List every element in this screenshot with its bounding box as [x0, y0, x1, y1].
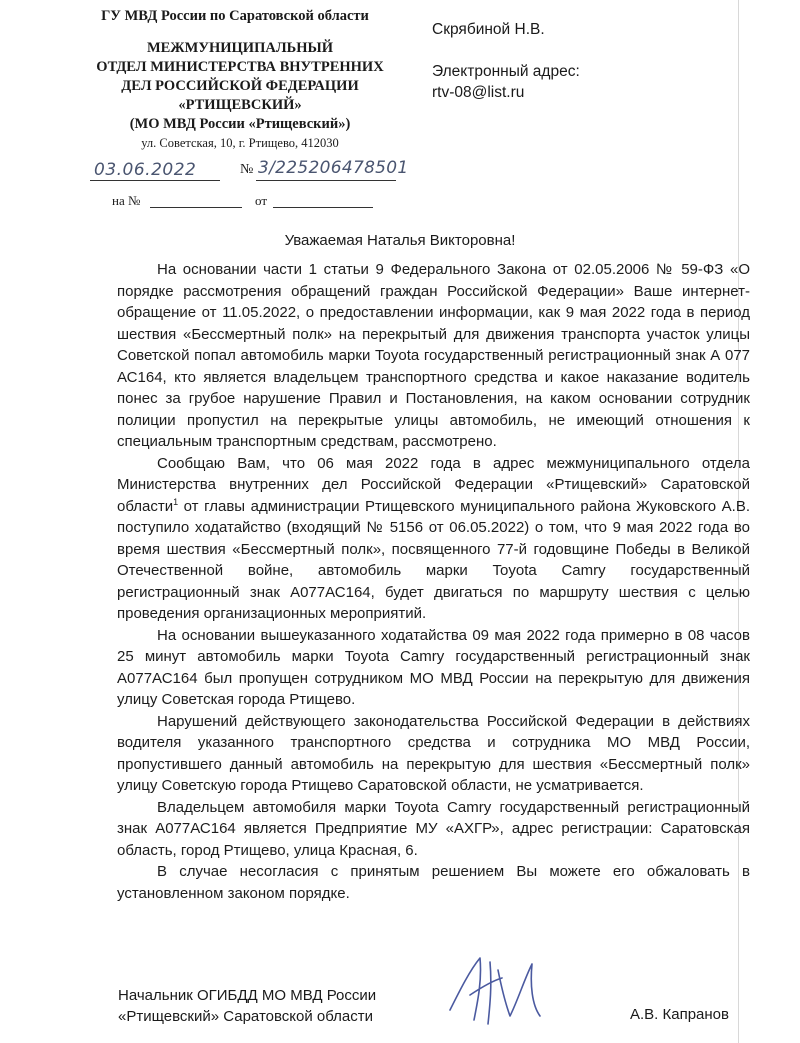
- reference-number-underline: [150, 207, 242, 208]
- paragraph-text: от главы администрации Ртищевского муниципального района Жуковского А.В. поступило ходатайство (входящий № 5156 от 06.05.2022) о том, что 9 мая 2022 года во время шествия «Бессмертный полк», посвященного 77-й годовщине Победы в Великой Отечественной войне, автомобиль марки Toyota Camry государственный регистрационный знак А077АС164, будет двигаться по маршруту шествия с целью проведения организационных мероприятий.: [117, 497, 750, 622]
- signatory-position: [118, 985, 376, 1027]
- department-name: [80, 39, 400, 134]
- paragraph: Владельцем автомобиля марки Toyota Camry государственный регистрационный знак А077АС164 является Предприятие МУ «АХГР», адрес регистрации: Саратовская область, город Ртищево, улица Красная, 6.: [117, 798, 750, 859]
- department-line: «РТИЩЕВСКИЙ»: [178, 97, 302, 113]
- salutation: Уважаемая Наталья Викторовна!: [284, 232, 516, 249]
- signatory-position-line: «Ртищевский» Саратовской области: [118, 1008, 374, 1025]
- registration-number-label: №: [240, 162, 254, 177]
- paragraph: Нарушений действующего законодательства Российской Федерации в действиях водителя указанного транспортного средства и сотрудника МО МВД России, пропустившего данный автомобиль на перекрытую для шествия «Бессмертный полк» улицу Советскую города Ртищево Саратовской области, не усматривается.: [117, 712, 750, 794]
- footnote-marker: 1: [173, 496, 179, 507]
- paragraph: В случае несогласия с принятым решением Вы можете его обжаловать в установленном законом порядке.: [117, 863, 750, 902]
- paragraph: [117, 453, 750, 625]
- department-line: ОТДЕЛ МИНИСТЕРСТВА ВНУТРЕННИХ: [96, 59, 384, 75]
- letter-body: [117, 259, 750, 904]
- registration-date: 03.06.2022: [94, 160, 197, 180]
- reference-date-label: от: [255, 193, 268, 208]
- recipient-block: [432, 19, 580, 103]
- recipient-email-label: Электронный адрес:: [432, 63, 580, 80]
- signatory-position-line: Начальник ОГИБДД МО МВД России: [118, 987, 377, 1004]
- paragraph: На основании части 1 статьи 9 Федерального Закона от 02.05.2006 № 59-ФЗ «О порядке рассмотрения обращений граждан Российской Федерации» Ваше интернет-обращение от 11.05.2022, о предоставлении информации, как 9 мая 2022 года в период шествия «Бессмертный полк» на перекрытый для движения транспорта участок улицы Советской попал автомобиль марки Toyota государственный регистрационный знак А 077 АС164, кто является владельцем транспортного средства и какое наказание водитель понес за грубое нарушение Правил и Постановления, на каком основании сотрудник полиции пропустил на перекрытые улицы автомобиль, не имеющий отношения к специальным транспортным средствам, рассмотрено.: [117, 261, 750, 450]
- reference-date-underline: [273, 207, 373, 208]
- signatory-name: А.В. Капранов: [630, 1006, 729, 1023]
- paragraph: На основании вышеуказанного ходатайства 09 мая 2022 года примерно в 08 часов 25 минут автомобиль марки Toyota Camry государственный регистрационный знак А077АС164 был пропущен сотрудником МО МВД России на перекрытую для движения улицу Советская города Ртищево.: [117, 626, 750, 708]
- recipient-email: rtv-08@list.ru: [432, 84, 525, 101]
- recipient-name: Скрябиной Н.В.: [432, 21, 545, 38]
- paragraph-text: Сообщаю Вам, что 06 мая 2022 года в адрес межмуниципального отдела Министерства внутренних дел Российской Федерации «Ртищевский» Саратовской области: [117, 454, 750, 515]
- department-line: (МО МВД России «Ртищевский»): [129, 116, 351, 132]
- date-underline: [90, 180, 220, 181]
- registration-number: 3/225206478501: [258, 158, 409, 178]
- department-line: МЕЖМУНИЦИПАЛЬНЫЙ: [146, 40, 334, 56]
- number-underline: [256, 180, 396, 181]
- ministry-header: ГУ МВД России по Саратовской области: [101, 8, 369, 24]
- department-line: ДЕЛ РОССИЙСКОЙ ФЕДЕРАЦИИ: [121, 78, 359, 94]
- department-address: ул. Советская, 10, г. Ртищево, 412030: [141, 136, 339, 150]
- handwritten-signature: [440, 950, 560, 1030]
- reference-number-label: на №: [112, 193, 141, 208]
